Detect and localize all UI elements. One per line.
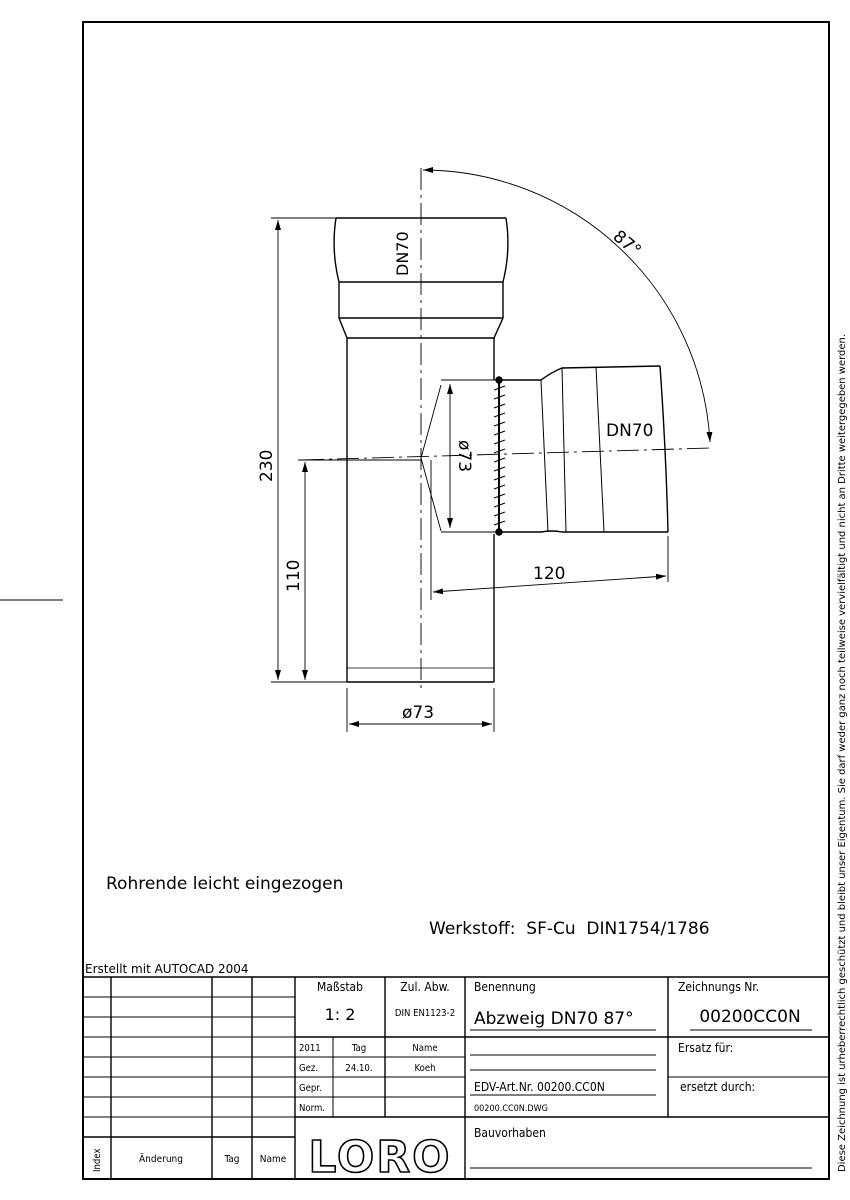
created-with-label: Erstellt mit AUTOCAD 2004: [85, 962, 249, 976]
tolerance-label: Zul. Abw.: [400, 980, 450, 994]
dimensions: [271, 170, 710, 732]
branch-bottom-outline: [499, 531, 668, 532]
tolerance-value: DIN EN1123-2: [394, 1008, 456, 1019]
revision-index-header: Index: [92, 1148, 103, 1172]
tag-header: Tag: [351, 1043, 367, 1054]
bottom-diameter-label: ø73: [402, 703, 435, 723]
name-label: Benennung: [474, 980, 536, 994]
project-label: Bauvorhaben: [474, 1126, 546, 1140]
revision-name-header: Name: [259, 1154, 287, 1165]
name-value: Abzweig DN70 87°: [474, 1009, 634, 1029]
revision-day-header: Tag: [224, 1154, 240, 1165]
branch-length-label: 120: [533, 564, 566, 584]
height-total-label: 230: [257, 449, 277, 482]
main-pipe-right-outline: [494, 218, 508, 380]
pipe-drawing: [334, 218, 668, 682]
gez-date: 24.10.: [345, 1063, 373, 1074]
norm-label: Norm.: [299, 1103, 326, 1114]
gez-label: Gez.: [299, 1063, 319, 1074]
revision-change-header: Änderung: [139, 1154, 183, 1165]
scale-label: Maßstab: [316, 980, 364, 994]
dn-branch-label: DN70: [606, 421, 654, 441]
scale-value: 1: 2: [324, 1005, 356, 1024]
dwg-file: 00200.CC0N.DWG: [474, 1104, 548, 1114]
copyright-note: Diese Zeichnung ist urheberrechtlich geschützt und bleibt unser Eigentum. Sie darf weder ganz noch teilweise vervielfältigt und nicht an Dritte weitergegeben werden.: [837, 454, 848, 1172]
replacement-for-label: Ersatz für:: [678, 1041, 734, 1055]
dn-top-label: DN70: [393, 231, 412, 276]
gepr-label: Gepr.: [299, 1083, 322, 1094]
main-pipe-left-outline: [334, 218, 347, 682]
drawing-no-value: 00200CC0N: [699, 1007, 801, 1027]
gez-name: Koeh: [414, 1063, 436, 1074]
drawing-no-label: Zeichnungs Nr.: [678, 980, 760, 994]
height-branch-label: 110: [284, 559, 304, 592]
name-header: Name: [412, 1043, 438, 1054]
branch-top-outline: [499, 366, 660, 380]
year-cell: 2011: [299, 1043, 321, 1054]
material-note: Werkstoff: SF-Cu DIN1754/1786: [429, 919, 710, 939]
angle-label: 87°: [608, 226, 645, 262]
sheet-frame: [83, 22, 829, 1179]
pipe-end-note: Rohrende leicht eingezogen: [106, 874, 344, 894]
edv-number: EDV-Art.Nr. 00200.CC0N: [474, 1080, 605, 1094]
loro-logo: LORO: [308, 1132, 452, 1183]
branch-diameter-label: ø73: [454, 440, 474, 473]
replaced-by-label: ersetzt durch:: [680, 1080, 756, 1094]
